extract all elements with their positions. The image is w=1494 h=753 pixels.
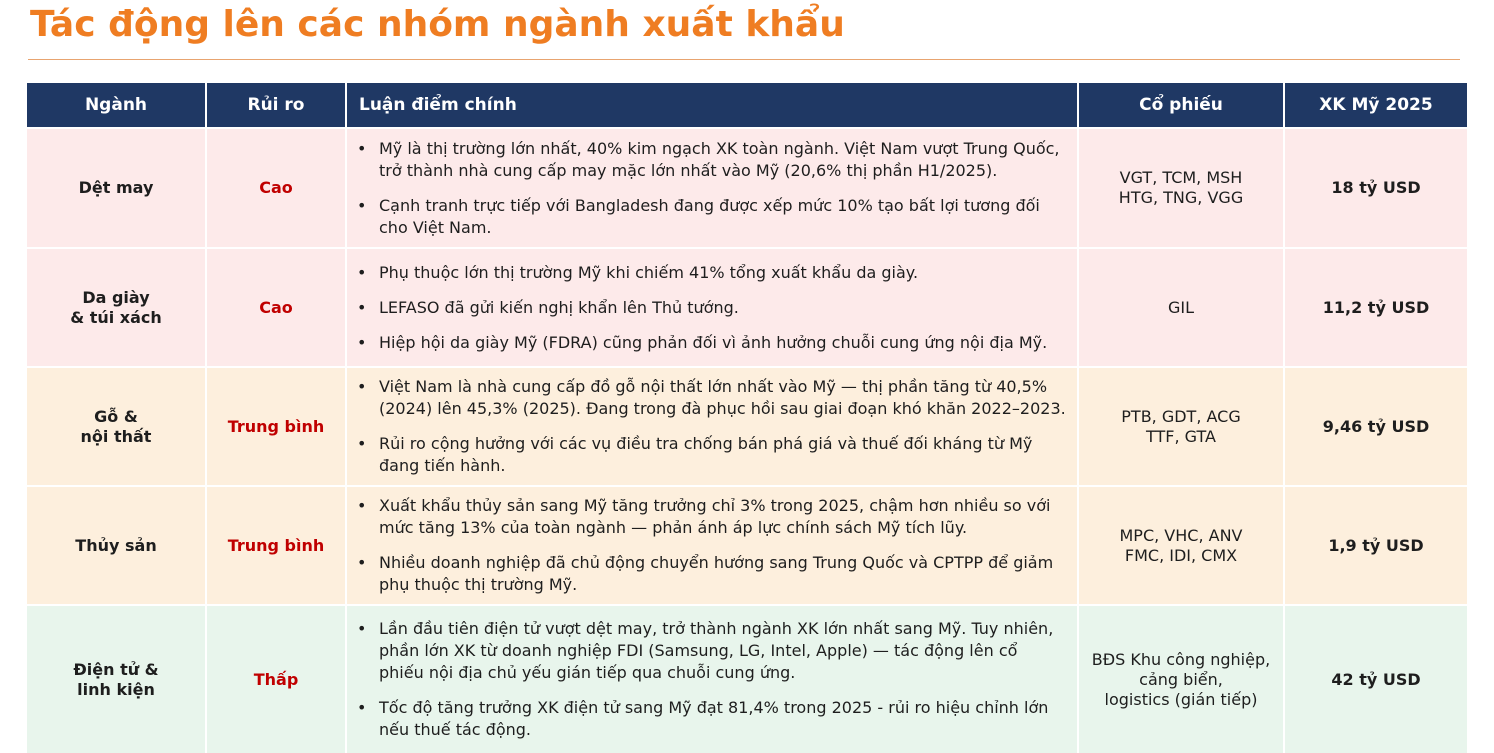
sector-name: Gỗ &	[94, 406, 138, 426]
points-cell	[346, 605, 1078, 753]
bullet-point: • LEFASO đã gửi kiến nghị khẩn lên Thủ tướng.	[353, 297, 1067, 319]
header-stocks: Cổ phiếu	[1078, 83, 1284, 128]
sector-name: nội thất	[80, 426, 152, 446]
table-row	[27, 367, 1467, 486]
header-risk: Rủi ro	[206, 83, 346, 128]
us-export-value: 1,9 tỷ USD	[1284, 486, 1467, 605]
bullet-point: • Rủi ro cộng hưởng với các vụ điều tra chống bán phá giá và thuế đối kháng từ Mỹ đang tiến hành.	[353, 433, 1067, 477]
stock-line: MPC, VHC, ANV	[1119, 525, 1243, 545]
table-row	[27, 128, 1467, 248]
table-row	[27, 605, 1467, 753]
header-main-points: Luận điểm chính	[346, 83, 1078, 128]
sector-cell	[27, 486, 206, 605]
risk-cell: Trung bình	[206, 367, 346, 486]
sector-cell	[27, 605, 206, 753]
bullet-point: • Phụ thuộc lớn thị trường Mỹ khi chiếm 41% tổng xuất khẩu da giày.	[353, 262, 1067, 284]
table-row	[27, 248, 1467, 367]
stock-line: FMC, IDI, CMX	[1124, 545, 1238, 565]
bullet-point: • Mỹ là thị trường lớn nhất, 40% kim ngạch XK toàn ngành. Việt Nam vượt Trung Quốc, trở thành nhà cung cấp may mặc lớn nhất vào Mỹ (20,6% thị phần H1/2025).	[353, 138, 1067, 182]
sector-name: Thủy sản	[75, 535, 157, 555]
export-sector-table	[27, 83, 1467, 753]
bullet-point: • Nhiều doanh nghiệp đã chủ động chuyển hướng sang Trung Quốc và CPTPP để giảm phụ thuộc thị trường Mỹ.	[353, 552, 1067, 596]
risk-cell: Thấp	[206, 605, 346, 753]
table-row	[27, 486, 1467, 605]
stock-line: cảng biển,	[1139, 669, 1223, 689]
points-cell	[346, 248, 1078, 367]
table-header-row	[27, 83, 1467, 128]
us-export-value: 11,2 tỷ USD	[1284, 248, 1467, 367]
header-sector: Ngành	[27, 83, 206, 128]
bullet-point: • Xuất khẩu thủy sản sang Mỹ tăng trưởng chỉ 3% trong 2025, chậm hơn nhiều so với mức tăng 13% của toàn ngành — phản ánh áp lực chính sách Mỹ tích lũy.	[353, 495, 1067, 539]
points-cell	[346, 128, 1078, 248]
stock-line: VGT, TCM, MSH	[1119, 168, 1243, 187]
stocks-cell	[1078, 486, 1284, 605]
points-cell	[346, 367, 1078, 486]
sector-name: & túi xách	[70, 307, 162, 327]
bullet-point: • Lần đầu tiên điện tử vượt dệt may, trở thành ngành XK lớn nhất sang Mỹ. Tuy nhiên, phần lớn XK từ doanh nghiệp FDI (Samsung, LG, Intel, Apple) — tác động lên cổ phiếu nội địa chủ yếu gián tiếp qua chuỗi cung ứng.	[353, 618, 1067, 684]
header-us-export-2025: XK Mỹ 2025	[1284, 83, 1467, 128]
sector-name: linh kiện	[77, 679, 155, 699]
stock-line: HTG, TNG, VGG	[1118, 188, 1244, 207]
stocks-cell	[1078, 605, 1284, 753]
page-title: Tác động lên các nhóm ngành xuất khẩu	[30, 4, 845, 45]
title-divider	[28, 59, 1460, 60]
bullet-point: • Cạnh tranh trực tiếp với Bangladesh đang được xếp mức 10% tạo bất lợi tương đối cho Việt Nam.	[353, 195, 1067, 239]
sector-name: Dệt may	[78, 178, 154, 197]
stock-line: GIL	[1167, 297, 1195, 317]
stocks-cell	[1078, 367, 1284, 486]
sector-cell	[27, 248, 206, 367]
bullet-point: • Việt Nam là nhà cung cấp đồ gỗ nội thất lớn nhất vào Mỹ — thị phần tăng từ 40,5% (2024) lên 45,3% (2025). Đang trong đà phục hồi sau giai đoạn khó khăn 2022–2023.	[353, 376, 1067, 420]
bullet-point: • Hiệp hội da giày Mỹ (FDRA) cũng phản đối vì ảnh hưởng chuỗi cung ứng nội địa Mỹ.	[353, 332, 1067, 354]
points-cell	[346, 486, 1078, 605]
us-export-value: 9,46 tỷ USD	[1284, 367, 1467, 486]
stocks-cell	[1078, 248, 1284, 367]
sector-name: Da giày	[82, 287, 150, 307]
bullet-point: • Tốc độ tăng trưởng XK điện tử sang Mỹ đạt 81,4% trong 2025 - rủi ro hiệu chỉnh lớn nếu thuế tác động.	[353, 697, 1067, 741]
sector-cell	[27, 367, 206, 486]
risk-cell: Cao	[206, 248, 346, 367]
stock-line: logistics (gián tiếp)	[1104, 689, 1258, 709]
stock-line: PTB, GDT, ACG	[1121, 406, 1241, 426]
stocks-cell	[1078, 128, 1284, 248]
us-export-value: 18 tỷ USD	[1284, 128, 1467, 248]
risk-cell: Cao	[206, 128, 346, 248]
stock-line: BĐS Khu công nghiệp,	[1091, 649, 1271, 669]
us-export-value: 42 tỷ USD	[1284, 605, 1467, 753]
risk-cell: Trung bình	[206, 486, 346, 605]
sector-cell	[27, 128, 206, 248]
stock-line: TTF, GTA	[1146, 426, 1216, 446]
sector-name: Điện tử &	[73, 659, 159, 679]
